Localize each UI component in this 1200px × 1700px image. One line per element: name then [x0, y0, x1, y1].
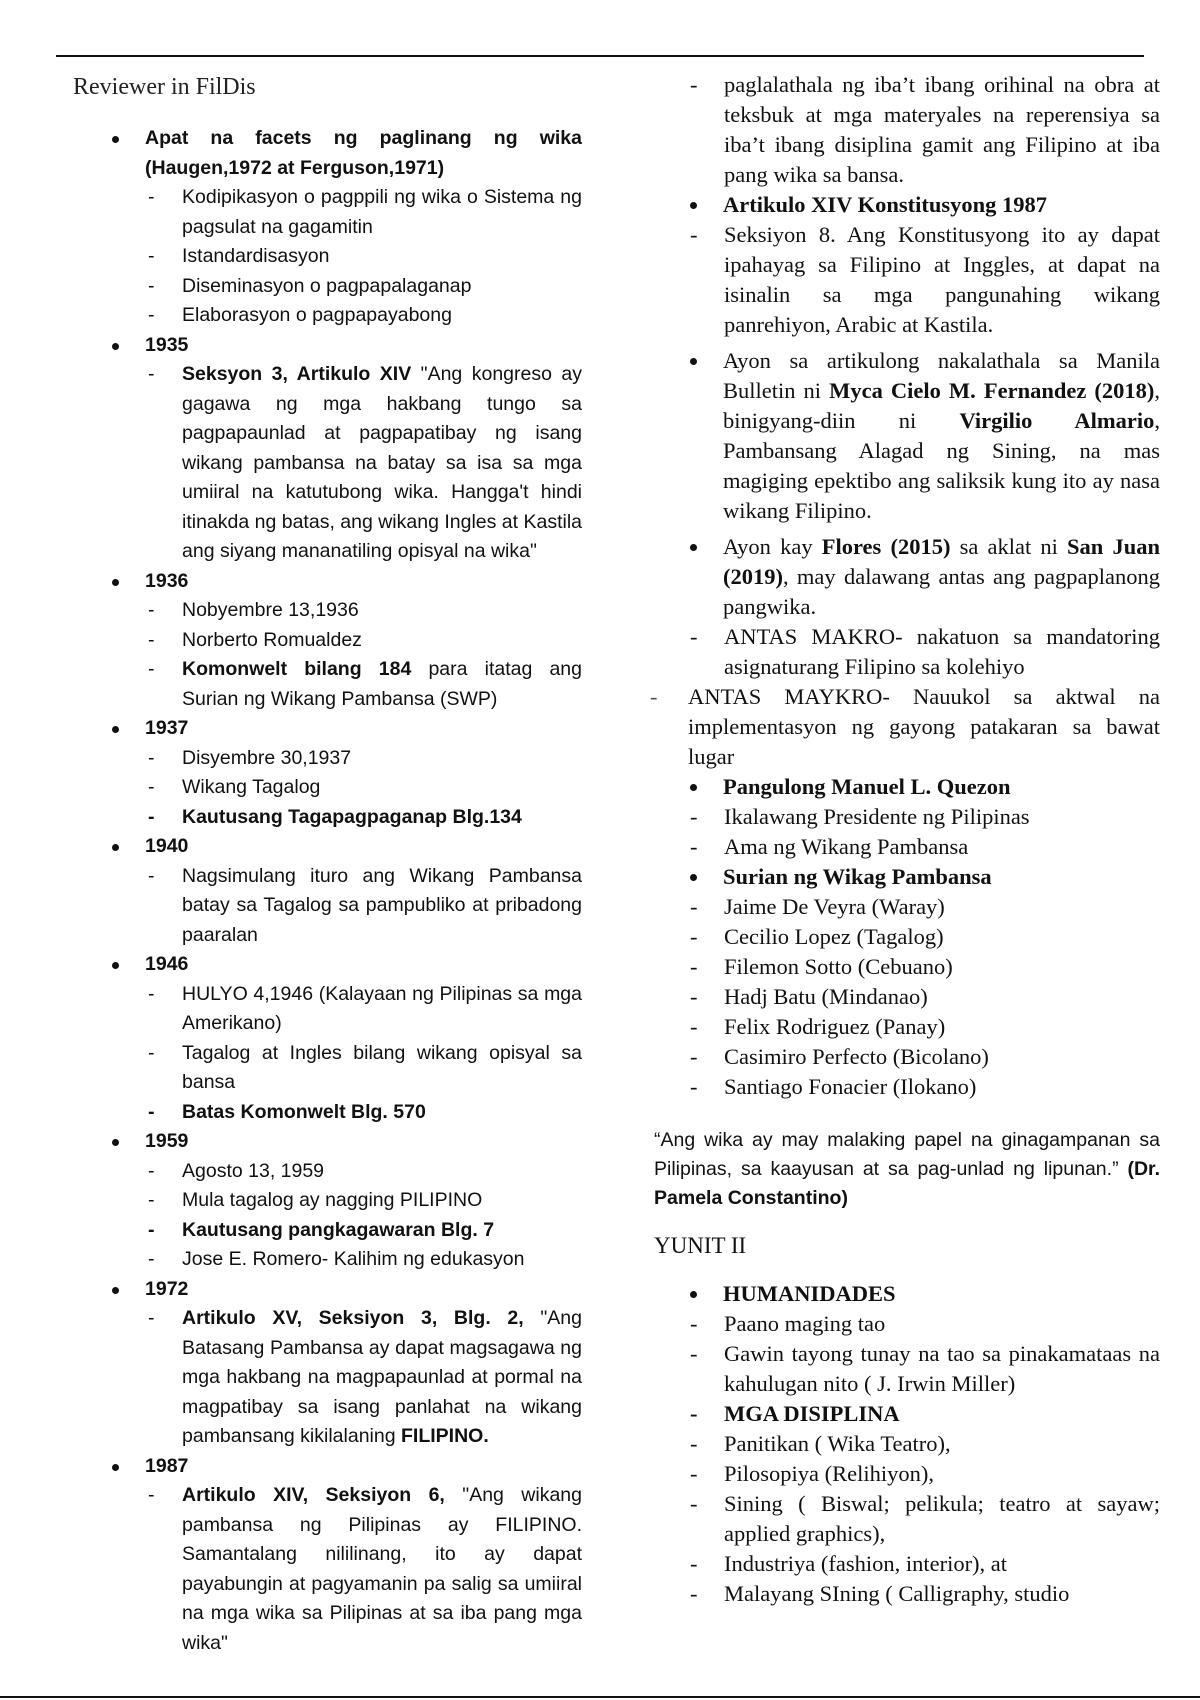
list-item: - Agosto 13, 1959 [70, 1157, 582, 1187]
list-item: - Jaime De Veyra (Waray) [648, 892, 1160, 922]
list-item [70, 360, 582, 567]
list-item: - Batas Komonwelt Blg. 570 [70, 1098, 582, 1128]
year-heading: 1946 [70, 950, 582, 980]
bottom-rule [0, 1696, 1200, 1698]
list-item: - Kautusang Tagapagpaganap Blg.134 [70, 803, 582, 833]
top-rule [56, 55, 1144, 57]
section-heading: Artikulo XIV Konstitusyong 1987 [648, 190, 1160, 220]
list-item: - ANTAS MAYKRO- Nauukol sa aktwal na implementasyon ng gayong patakaran sa bawat lugar [648, 682, 1160, 772]
list-item: - Disyembre 30,1937 [70, 744, 582, 774]
list-item: - Mula tagalog ay nagging PILIPINO [70, 1186, 582, 1216]
list-item: - Felix Rodriguez (Panay) [648, 1012, 1160, 1042]
year-heading: 1935 [70, 331, 582, 361]
item-text: para itatag ang Surian ng Wikang Pambansa (SWP) [182, 658, 582, 710]
list-item: - HULYO 4,1946 (Kalayaan ng Pilipinas sa mga Amerikano) [70, 980, 582, 1039]
list-item: - Malayang SIning ( Calligraphy, studio [648, 1579, 1160, 1609]
subheading: - MGA DISIPLINA [648, 1399, 1160, 1429]
list-item: - Gawin tayong tunay na tao sa pinakamataas na kahulugan nito ( J. Irwin Miller) [648, 1339, 1160, 1399]
reference: Komonwelt bilang 184 [182, 658, 412, 680]
list-item: - Casimiro Perfecto (Bicolano) [648, 1042, 1160, 1072]
list-item: - Ikalawang Presidente ng Pilipinas [648, 802, 1160, 832]
paragraph-almario: Ayon sa artikulong nakalathala sa Manila Bulletin ni Myca Cielo M. Fernandez (2018), binigyang-diin ni Virgilio Almario, Pambansang Alagad ng Sining, na mas magiging epektibo ang saliksik kung ito ay nasa wikang Filipino. [648, 346, 1160, 526]
list-item: - Santiago Fonacier (Ilokano) [648, 1072, 1160, 1102]
year-heading: 1940 [70, 832, 582, 862]
list-item: - Hadj Batu (Mindanao) [648, 982, 1160, 1012]
list-item [70, 655, 582, 714]
section-heading: Pangulong Manuel L. Quezon [648, 772, 1160, 802]
document-title: Reviewer in FilDis [73, 74, 256, 100]
list-item: - Diseminasyon o pagpapalaganap [70, 272, 582, 302]
list-item: - Seksiyon 8. Ang Konstitusyong ito ay dapat ipahayag sa Filipino at Inggles, at dapat na isinalin sa mga pangunahing wikang panrehiyon, Arabic at Kastila. [648, 220, 1160, 340]
list-item: - Istandardisasyon [70, 242, 582, 272]
list-item: - Filemon Sotto (Cebuano) [648, 952, 1160, 982]
list-item: - Jose E. Romero- Kalihim ng edukasyon [70, 1245, 582, 1275]
section-heading: Surian ng Wikag Pambansa [648, 862, 1160, 892]
year-heading: 1972 [70, 1275, 582, 1305]
year-heading: 1937 [70, 714, 582, 744]
quote-author: (Dr. Pamela Constantino) [654, 1158, 1160, 1209]
quote-text: "Ang wikang pambansa ng Pilipinas ay FILIPINO. Samantalang nililinang, ito ay dapat payabungin at pagyamanin pa salig sa umiiral na mga wika sa Pilipinas at sa iba pang mga wika" [182, 1484, 583, 1654]
list-item: - Industriya (fashion, interior), at [648, 1549, 1160, 1579]
quote-text: "Ang kongreso ay gagawa ng mga hakbang tungo sa pagpapaunlad at pagpapatibay ng isang wikang pambansa na batay sa isa sa mga umiiral na katutubong wika. Hangga't hindi itinakda ng batas, ang wikang Ingles at Kastila ang siyang mananatiling opisyal na wika" [182, 363, 583, 562]
list-item: - Ama ng Wikang Pambansa [648, 832, 1160, 862]
list-item: - Panitikan ( Wika Teatro), [648, 1429, 1160, 1459]
list-item: - Sining ( Biswal; pelikula; teatro at sayaw; applied graphics), [648, 1489, 1160, 1549]
list-item: - Tagalog at Ingles bilang wikang opisyal sa bansa [70, 1039, 582, 1098]
list-item: - Elaborasyon o pagpapayabong [70, 301, 582, 331]
reference: Artikulo XV, Seksiyon 3, Blg. 2, [182, 1307, 524, 1329]
list-item: - Paano maging tao [648, 1309, 1160, 1339]
list-item: - Pilosopiya (Relihiyon), [648, 1459, 1160, 1489]
list-item [70, 1481, 582, 1658]
facets-heading: Apat na facets ng paglinang ng wika (Haugen,1972 at Ferguson,1971) [70, 124, 582, 183]
term: FILIPINO. [400, 1425, 489, 1447]
left-column [70, 70, 582, 1658]
reference: Artikulo XIV, Seksiyon 6, [182, 1484, 445, 1506]
quote-text: "Ang Batasang Pambansa ay dapat magsagawa ng mga hakbang na magpapaunlad at pormal na magpatibay sa isang panlahat na wikang pambansang kikilalaning [182, 1307, 582, 1447]
year-heading: 1987 [70, 1452, 582, 1482]
section-heading: HUMANIDADES [648, 1279, 1160, 1309]
list-item: - Cecilio Lopez (Tagalog) [648, 922, 1160, 952]
paragraph-flores: Ayon kay Flores (2015) sa aklat ni San Juan (2019), may dalawang antas ang pagpaplanong pangwika. [648, 532, 1160, 622]
list-item: - Kautusang pangkagawaran Blg. 7 [70, 1216, 582, 1246]
year-heading: 1959 [70, 1127, 582, 1157]
reference: Seksyon 3, Artikulo XIV [182, 363, 412, 385]
unit-heading: YUNIT II [654, 1233, 747, 1258]
list-item: - Norberto Romualdez [70, 626, 582, 656]
list-item [70, 1304, 582, 1452]
list-item: - Kodipikasyon o pagppili ng wika o Sistema ng pagsulat na gagamitin [70, 183, 582, 242]
list-item: - ANTAS MAKRO- nakatuon sa mandatoring asignaturang Filipino sa kolehiyo [648, 622, 1160, 682]
year-heading: 1936 [70, 567, 582, 597]
list-item: - paglalathala ng iba’t ibang orihinal na obra at teksbuk at mga materyales na reperensiya sa iba’t ibang disiplina gamit ang Filipino at iba pang wika sa bansa. [648, 70, 1160, 190]
list-item: - Nagsimulang ituro ang Wikang Pambansa batay sa Tagalog sa pampubliko at pribadong paaralan [70, 862, 582, 951]
right-column [648, 70, 1160, 1609]
quote: “Ang wika ay may malaking papel na ginagampanan sa Pilipinas, sa kaayusan at sa pag-unlad ng lipunan.” (Dr. Pamela Constantino) [654, 1129, 1160, 1209]
list-item: - Wikang Tagalog [70, 773, 582, 803]
list-item: - Nobyembre 13,1936 [70, 596, 582, 626]
